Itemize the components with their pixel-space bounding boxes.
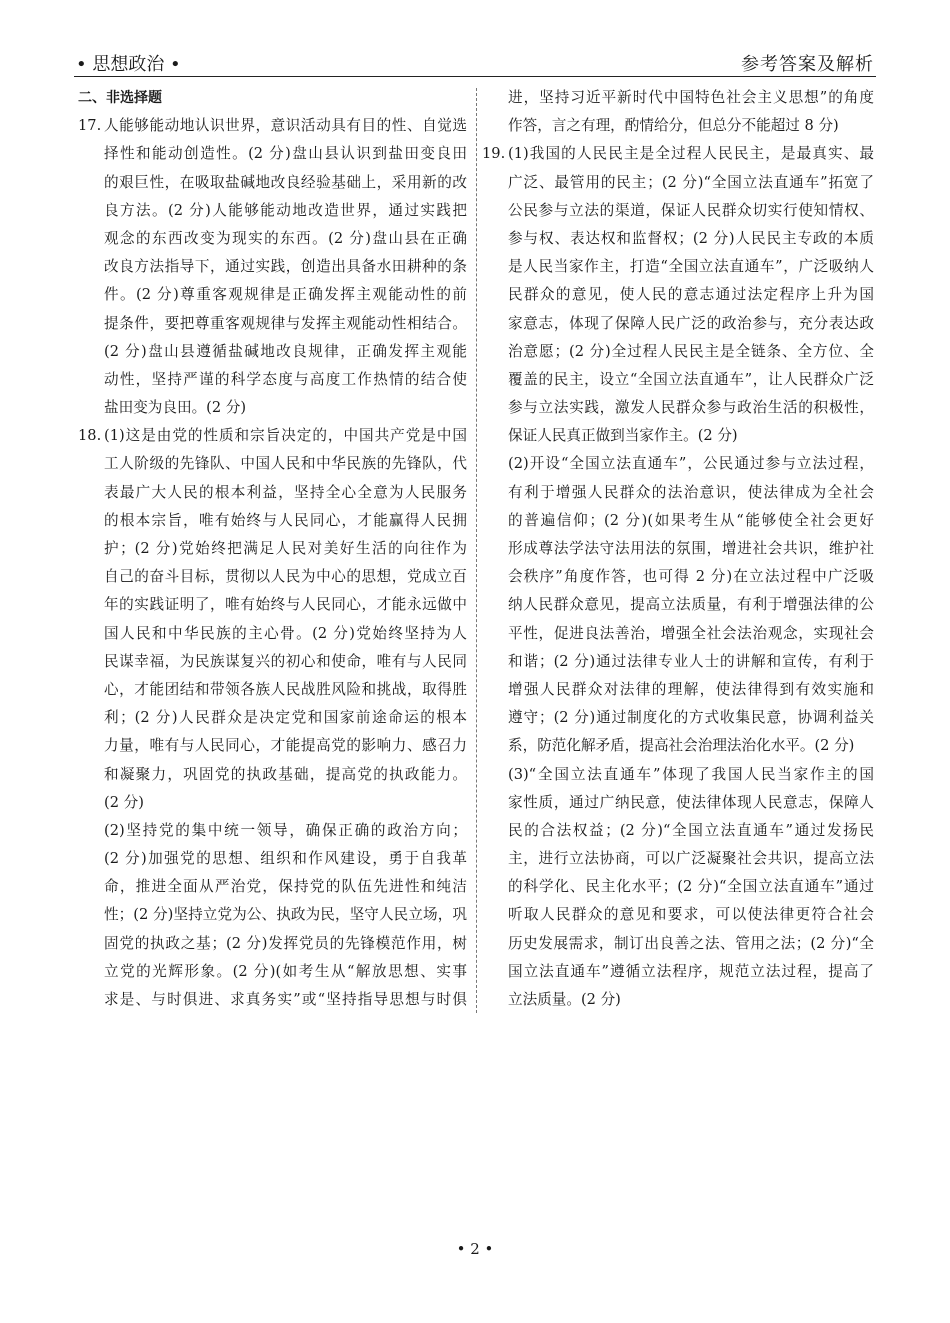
line-text: 动性，坚持严谨的科学态度与高度工作热情的结合使 <box>104 370 467 388</box>
answer-line <box>482 140 874 168</box>
line-text: 良方法。(2 分)人能够能动地改造世界，通过实践把 <box>104 201 467 219</box>
answer-line <box>482 817 874 845</box>
answer-line <box>78 704 467 732</box>
line-text: 力量，唯有与人民同心，才能提高党的影响力、感召力 <box>104 737 467 755</box>
line-text: 家性质，通过广纳民意，使法律体现人民意志，保障人 <box>508 793 874 811</box>
line-text: 的普遍信仰；(2 分)(如果考生从“能够使全社会更好 <box>508 511 874 529</box>
line-text: 公民参与立法的渠道，保证人民群众切实行使知情权、 <box>508 201 874 219</box>
answer-line <box>78 958 467 986</box>
answer-line <box>78 140 467 168</box>
answer-line <box>482 310 874 338</box>
line-text: 会秩序”角度作答，也可得 2 分)在立法过程中广泛吸 <box>508 568 874 586</box>
page-number: • 2 • <box>456 1240 494 1258</box>
line-text: 立党的光辉形象。(2 分)(如考生从“解放思想、实事 <box>104 962 467 980</box>
answer-line <box>78 225 467 253</box>
answer-line <box>482 901 874 929</box>
line-text: 作答，言之有理，酌情给分，但总分不能超过 8 分) <box>508 117 839 135</box>
answer-line <box>482 986 874 1014</box>
answer-line <box>482 563 874 591</box>
line-text: 参与立法实践，激发人民群众参与政治生活的积极性， <box>508 399 874 417</box>
header-rule <box>74 76 876 77</box>
line-text: 有利于增强人民群众的法治意识，使法律成为全社会 <box>508 483 874 501</box>
section-header: 参考答案及解析 <box>741 54 874 75</box>
line-text: (2)坚持党的集中统一领导，确保正确的政治方向； <box>104 821 467 839</box>
line-text: 自己的奋斗目标，贯彻以人民为中心的思想，党成立百 <box>104 568 467 586</box>
answer-line <box>482 620 874 648</box>
line-text: (1)这是由党的性质和宗旨决定的，中国共产党是中国 <box>104 427 467 445</box>
answer-line <box>482 507 874 535</box>
line-text: 固党的执政之基；(2 分)发挥党员的先锋模范作用，树 <box>104 934 467 952</box>
answer-line <box>78 563 467 591</box>
line-text: 提条件，要把尊重客观规律与发挥主观能动性相结合。 <box>104 314 467 332</box>
line-text: (2 分)加强党的思想、组织和作风建设，勇于自我革 <box>104 850 467 868</box>
answer-line <box>78 845 467 873</box>
question-number: 19. <box>482 145 506 163</box>
answer-line <box>482 873 874 901</box>
line-text: 主，进行立法协商，可以广泛凝聚社会共识，提高立法 <box>508 850 874 868</box>
answer-line <box>78 930 467 958</box>
line-text: 形成尊法学法守法用法的氛围，增进社会共识，维护社 <box>508 540 874 557</box>
answer-line <box>482 112 874 140</box>
answer-line <box>482 930 874 958</box>
answer-line <box>482 648 874 676</box>
answer-line <box>78 338 467 366</box>
line-text: 治意愿；(2 分)全过程人民民主是全链条、全方位、全 <box>508 342 874 360</box>
line-text: 工人阶级的先锋队、中国人民和中华民族的先锋队，代 <box>104 455 467 473</box>
answer-line <box>482 732 874 760</box>
line-text: 民谋幸福，为民族谋复兴的初心和使命，唯有与人民同 <box>104 652 467 670</box>
line-text: 的根本宗旨，唯有始终与人民同心，才能赢得人民拥 <box>104 511 467 529</box>
answer-line <box>482 479 874 507</box>
answer-line <box>78 873 467 901</box>
line-text: 人能够能动地认识世界，意识活动具有目的性、自觉选 <box>104 117 467 135</box>
answer-line <box>78 169 467 197</box>
answer-line <box>482 591 874 619</box>
line-text: 二、非选择题 <box>78 90 162 106</box>
line-text: 命，推进全面从严治党，保持党的队伍先进性和纯洁 <box>104 878 467 896</box>
line-text: 和谐；(2 分)通过法律专业人士的讲解和宣传，有利于 <box>508 652 874 670</box>
line-text: 立法质量。(2 分) <box>508 991 621 1008</box>
line-text: 和凝聚力，巩固党的执政基础，提高党的执政能力。 <box>104 765 467 783</box>
left-column <box>78 84 467 1014</box>
line-text: 覆盖的民主，设立“全国立法直通车”，让人民群众广泛 <box>508 370 874 388</box>
answer-line <box>78 253 467 281</box>
line-text: 心，才能团结和带领各族人民战胜风险和挑战，取得胜 <box>104 680 467 698</box>
answer-line <box>482 84 874 112</box>
line-text: 表最广大人民的根本利益，坚持全心全意为人民服务 <box>104 483 467 501</box>
answer-line <box>482 704 874 732</box>
right-column <box>482 84 874 1014</box>
answer-line <box>78 901 467 929</box>
line-text: 求是、与时俱进、求真务实”或“坚持指导思想与时俱 <box>104 991 467 1008</box>
answer-line <box>78 366 467 394</box>
line-text: 观念的东西改变为现实的东西。(2 分)盘山县在正确 <box>104 229 467 247</box>
answer-line <box>78 450 467 478</box>
line-text: (2 分)盘山县遵循盐碱地改良规律，正确发挥主观能 <box>104 342 467 360</box>
line-text: 听取人民群众的意见和要求，可以使法律更符合社会 <box>508 906 874 924</box>
answer-line <box>482 789 874 817</box>
answer-line <box>482 845 874 873</box>
section-heading <box>78 84 467 112</box>
answer-line <box>78 507 467 535</box>
answer-line <box>482 253 874 281</box>
answer-line <box>78 676 467 704</box>
answer-line <box>78 648 467 676</box>
line-text: 进，坚持习近平新时代中国特色社会主义思想”的角度 <box>508 89 874 106</box>
line-text: 盐田变为良田。(2 分) <box>104 399 247 417</box>
line-text: 性；(2 分)坚持立党为公、执政为民，坚守人民立场，巩 <box>104 906 467 924</box>
line-text: 平性，促进良法善治，增强全社会法治观念，实现社会 <box>508 624 874 642</box>
answer-line <box>482 450 874 478</box>
answer-line <box>482 281 874 309</box>
answer-line <box>78 112 467 140</box>
answer-line <box>78 817 467 845</box>
line-text: 广泛、最管用的民主；(2 分)“全国立法直通车”拓宽了 <box>508 173 874 191</box>
line-text: (1)我国的人民民主是全过程人民民主，是最真实、最 <box>508 145 874 163</box>
line-text: 护；(2 分)党始终把满足人民对美好生活的向往作为 <box>104 540 467 557</box>
answer-line <box>78 394 467 422</box>
line-text: 年的实践证明了，唯有始终与人民同心，才能永远做中 <box>104 596 467 614</box>
line-text: 参与权、表达权和监督权；(2 分)人民民主专政的本质 <box>508 229 874 247</box>
line-text: 保证人民真正做到当家作主。(2 分) <box>508 427 738 445</box>
answer-line <box>482 394 874 422</box>
line-text: 利；(2 分)人民群众是决定党和国家前途命运的根本 <box>104 709 467 727</box>
line-text: 的艰巨性，在吸取盐碱地改良经验基础上，采用新的改 <box>104 173 467 191</box>
line-text: (2 分) <box>104 793 144 811</box>
line-text: 民群众的意见，使人民的意志通过法定程序上升为国 <box>508 286 874 304</box>
line-text: 历史发展需求，制订出良善之法、管用之法；(2 分)“全 <box>508 934 874 952</box>
answer-line <box>78 535 467 563</box>
answer-line <box>78 986 467 1014</box>
answer-line <box>482 197 874 225</box>
answer-line <box>78 591 467 619</box>
line-text: 件。(2 分)尊重客观规律是正确发挥主观能动性的前 <box>104 286 467 304</box>
answer-line <box>482 422 874 450</box>
answer-line <box>482 676 874 704</box>
line-text: 国立法直通车”遵循立法程序，规范立法过程，提高了 <box>508 962 874 980</box>
answer-line <box>78 310 467 338</box>
answer-line <box>78 789 467 817</box>
question-number: 18. <box>78 427 102 445</box>
answer-line <box>78 281 467 309</box>
answer-line <box>78 197 467 225</box>
line-text: 的科学化、民主化水平；(2 分)“全国立法直通车”通过 <box>508 878 874 896</box>
line-text: 改良方法指导下，通过实践，创造出具备水田耕种的条 <box>104 258 467 276</box>
line-text: 系，防范化解矛盾，提高社会治理法治化水平。(2 分) <box>508 737 855 755</box>
line-text: 是人民当家作主，打造“全国立法直通车”，广泛吸纳人 <box>508 258 874 276</box>
answer-line <box>78 761 467 789</box>
answer-line <box>78 620 467 648</box>
answer-line <box>482 169 874 197</box>
column-divider <box>476 88 477 1013</box>
line-text: 家意志，体现了保障人民广泛的政治参与，充分表达政 <box>508 314 874 332</box>
line-text: 遵守；(2 分)通过制度化的方式收集民意，协调利益关 <box>508 709 874 727</box>
line-text: (3)“全国立法直通车”体现了我国人民当家作主的国 <box>508 765 874 783</box>
line-text: (2)开设“全国立法直通车”，公民通过参与立法过程， <box>508 455 874 473</box>
answer-line <box>78 479 467 507</box>
line-text: 纳人民群众意见，提高立法质量，有利于增强法律的公 <box>508 596 874 614</box>
answer-line <box>482 958 874 986</box>
answer-line <box>482 761 874 789</box>
answer-line <box>78 732 467 760</box>
answer-line <box>482 225 874 253</box>
subject-header: • 思想政治 • <box>76 54 181 75</box>
answer-line <box>482 366 874 394</box>
line-text: 择性和能动创造性。(2 分)盘山县认识到盐田变良田 <box>104 145 467 163</box>
line-text: 增强人民群众对法律的理解，使法律得到有效实施和 <box>508 680 874 698</box>
question-number: 17. <box>78 117 102 135</box>
line-text: 国人民和中华民族的主心骨。(2 分)党始终坚持为人 <box>104 624 467 642</box>
answer-line <box>482 535 874 563</box>
line-text: 民的合法权益；(2 分)“全国立法直通车”通过发扬民 <box>508 821 874 839</box>
answer-line <box>78 422 467 450</box>
answer-line <box>482 338 874 366</box>
